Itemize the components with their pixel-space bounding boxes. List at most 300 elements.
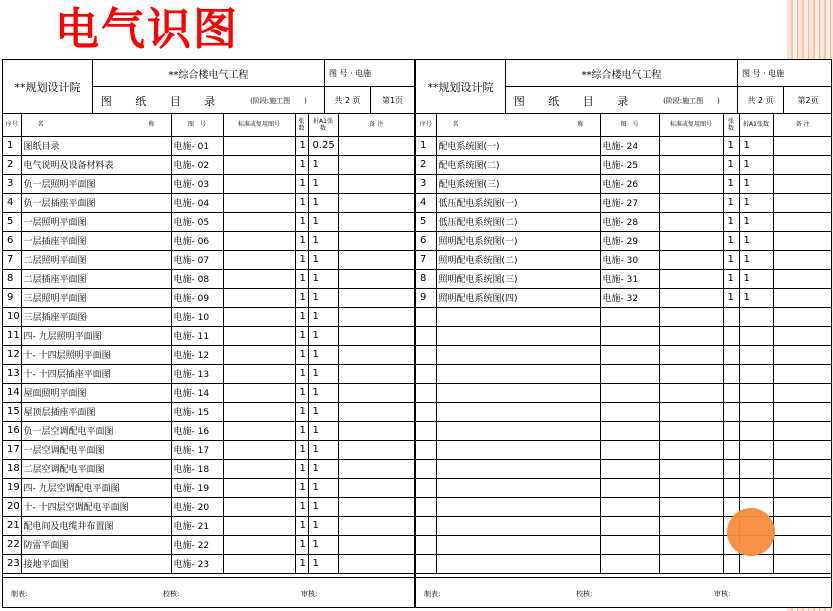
row-a1: 1: [739, 250, 773, 269]
row-a1: 1: [739, 155, 773, 174]
row-name: 一层照明平面图: [21, 212, 171, 231]
row-ref: [659, 269, 723, 288]
row-name: [436, 326, 600, 345]
row-count: [723, 478, 739, 497]
row-ref: [659, 212, 723, 231]
row-note: [338, 174, 414, 193]
row-a1: [739, 440, 773, 459]
table-row: [416, 155, 832, 174]
row-count: 1: [723, 193, 739, 212]
table-row: [3, 307, 414, 326]
row-code: 电施- 15: [171, 402, 223, 421]
row-name: [436, 459, 600, 478]
row-ref: [223, 440, 295, 459]
row-seq: 1: [416, 136, 436, 155]
row-code: [600, 326, 659, 345]
row-note: [338, 364, 414, 383]
row-seq: 23: [3, 554, 21, 573]
row-seq: [416, 421, 436, 440]
row-ref: [223, 174, 295, 193]
row-count: 1: [295, 421, 308, 440]
table-row: [3, 516, 414, 535]
row-name: 照明配电系统图(三): [436, 269, 600, 288]
row-note: [773, 383, 832, 402]
design-stage: (阶段:施工图 ): [233, 87, 325, 114]
row-count: [723, 307, 739, 326]
row-name: [436, 478, 600, 497]
row-name: [436, 497, 600, 516]
row-a1: [739, 459, 773, 478]
row-name: [436, 402, 600, 421]
row-name: [436, 364, 600, 383]
col-header-name: [21, 114, 171, 136]
row-note: [338, 478, 414, 497]
row-seq: 9: [416, 288, 436, 307]
row-ref: [223, 193, 295, 212]
row-code: 电施- 07: [171, 250, 223, 269]
table-row: [3, 440, 414, 459]
row-seq: 8: [3, 269, 21, 288]
row-name: [436, 383, 600, 402]
table-row: [416, 554, 832, 573]
row-code: 电施- 03: [171, 174, 223, 193]
row-seq: 13: [3, 364, 21, 383]
row-seq: 17: [3, 440, 21, 459]
row-ref: [659, 288, 723, 307]
table-row: [3, 345, 414, 364]
row-note: [773, 516, 832, 535]
row-code: 电施- 31: [600, 269, 659, 288]
row-code: [600, 383, 659, 402]
row-code: 电施- 19: [171, 478, 223, 497]
row-count: 1: [295, 364, 308, 383]
row-name: 配电系统图(三): [436, 174, 600, 193]
row-name: [436, 554, 600, 573]
row-code: 电施- 22: [171, 535, 223, 554]
row-ref: [223, 554, 295, 573]
row-seq: 22: [3, 535, 21, 554]
col-header-name: [436, 114, 600, 136]
row-code: 电施- 06: [171, 231, 223, 250]
row-count: 1: [295, 516, 308, 535]
signature-footer: [416, 577, 832, 607]
table-row: [416, 212, 832, 231]
row-code: 电施- 26: [600, 174, 659, 193]
row-a1: 1: [308, 383, 338, 402]
catalog-sheet-page-1: [3, 60, 414, 607]
row-note: [773, 421, 832, 440]
row-code: [600, 478, 659, 497]
row-a1: 1: [308, 364, 338, 383]
col-header-name-right: 称: [577, 121, 584, 129]
table-row: [416, 345, 832, 364]
row-name: 防雷平面图: [21, 535, 171, 554]
row-a1: [739, 421, 773, 440]
table-row: [416, 440, 832, 459]
row-ref: [223, 269, 295, 288]
row-seq: 2: [416, 155, 436, 174]
row-a1: 1: [739, 193, 773, 212]
row-seq: [416, 535, 436, 554]
row-a1: 1: [308, 326, 338, 345]
row-ref: [659, 440, 723, 459]
row-code: 电施- 11: [171, 326, 223, 345]
row-count: [723, 402, 739, 421]
row-note: [773, 250, 832, 269]
row-a1: 1: [308, 459, 338, 478]
table-row: [416, 174, 832, 193]
row-count: 1: [295, 193, 308, 212]
row-a1: 1: [308, 440, 338, 459]
row-count: 1: [295, 231, 308, 250]
design-institute: **规划设计院: [3, 60, 93, 114]
row-name: 负一层照明平面图: [21, 174, 171, 193]
row-note: [338, 421, 414, 440]
col-header-note: 备 注: [773, 114, 832, 136]
row-note: [338, 193, 414, 212]
row-count: [723, 326, 739, 345]
row-code: 电施- 01: [171, 136, 223, 155]
row-name: 三层照明平面图: [21, 288, 171, 307]
row-seq: [416, 459, 436, 478]
row-note: [338, 459, 414, 478]
row-seq: [416, 554, 436, 573]
table-row: [416, 269, 832, 288]
col-header-count: 张数: [295, 114, 308, 136]
row-ref: [659, 364, 723, 383]
row-count: 1: [295, 459, 308, 478]
row-ref: [223, 516, 295, 535]
row-note: [338, 288, 414, 307]
row-a1: 1: [308, 516, 338, 535]
row-note: [773, 174, 832, 193]
row-ref: [223, 288, 295, 307]
col-header-note: 备 注: [338, 114, 414, 136]
row-seq: [416, 478, 436, 497]
col-header-code: 图 号: [171, 114, 223, 136]
row-name: 照明配电系统图(一): [436, 231, 600, 250]
row-ref: [223, 155, 295, 174]
row-note: [773, 535, 832, 554]
row-name: 照明配电系统图(二): [436, 250, 600, 269]
row-name: [436, 307, 600, 326]
row-a1: 1: [308, 421, 338, 440]
row-name: 照明配电系统图(四): [436, 288, 600, 307]
row-code: 电施- 21: [171, 516, 223, 535]
design-stage: (阶段:施工图 ): [646, 87, 738, 114]
row-name: 十- 十四层照明平面图: [21, 345, 171, 364]
table-row: [416, 402, 832, 421]
row-code: 电施- 20: [171, 497, 223, 516]
row-a1: 1: [739, 136, 773, 155]
row-ref: [223, 326, 295, 345]
row-code: [600, 459, 659, 478]
row-note: [773, 155, 832, 174]
row-seq: 6: [3, 231, 21, 250]
project-name: **综合楼电气工程: [93, 60, 325, 87]
row-count: 1: [723, 250, 739, 269]
row-ref: [659, 136, 723, 155]
row-ref: [659, 383, 723, 402]
row-a1: 1: [739, 174, 773, 193]
row-code: [600, 554, 659, 573]
row-ref: [223, 421, 295, 440]
row-name: 配电系统图(二): [436, 155, 600, 174]
row-name: [436, 516, 600, 535]
row-seq: 6: [416, 231, 436, 250]
table-row: [3, 459, 414, 478]
row-ref: [223, 459, 295, 478]
row-note: [773, 345, 832, 364]
row-a1: 1: [308, 554, 338, 573]
row-code: 电施- 32: [600, 288, 659, 307]
row-ref: [659, 307, 723, 326]
table-row: [3, 250, 414, 269]
row-note: [773, 307, 832, 326]
table-row: [3, 269, 414, 288]
row-name: [436, 440, 600, 459]
row-a1: [739, 345, 773, 364]
row-a1: 1: [739, 212, 773, 231]
catalog-title: 图 纸 目 录: [513, 94, 639, 108]
row-name: 十- 十四层空调配电平面图: [21, 497, 171, 516]
row-a1: 0.25: [308, 136, 338, 155]
row-name: 二层空调配电平面图: [21, 459, 171, 478]
row-seq: 2: [3, 155, 21, 174]
col-header-name-right: 称: [148, 121, 155, 129]
row-ref: [223, 383, 295, 402]
col-header-a1: 折A1张数: [308, 114, 338, 136]
made-by-label: 制表:: [11, 590, 28, 598]
row-seq: 4: [416, 193, 436, 212]
table-row: [3, 554, 414, 573]
row-note: [773, 440, 832, 459]
row-ref: [223, 250, 295, 269]
row-ref: [659, 535, 723, 554]
reviewed-by-label: 审核:: [714, 590, 731, 598]
drawing-list-table: [3, 114, 414, 574]
row-note: [773, 459, 832, 478]
row-name: 屋面照明平面图: [21, 383, 171, 402]
row-code: 电施- 08: [171, 269, 223, 288]
row-note: [773, 136, 832, 155]
row-ref: [659, 402, 723, 421]
table-header-row: [416, 114, 832, 136]
row-seq: 14: [3, 383, 21, 402]
col-header-ref: 标准或复用图号: [223, 114, 295, 136]
row-ref: [659, 155, 723, 174]
table-header-row: [3, 114, 414, 136]
row-count: [723, 459, 739, 478]
row-code: 电施- 28: [600, 212, 659, 231]
row-seq: [416, 402, 436, 421]
row-count: [723, 383, 739, 402]
row-note: [338, 535, 414, 554]
row-count: 1: [295, 250, 308, 269]
row-count: 1: [295, 307, 308, 326]
row-a1: 1: [308, 288, 338, 307]
row-a1: [739, 478, 773, 497]
checked-by-label: 校核:: [163, 590, 180, 598]
title-block: [3, 60, 414, 114]
table-row: [3, 174, 414, 193]
row-count: [723, 421, 739, 440]
row-note: [773, 554, 832, 573]
row-code: [600, 307, 659, 326]
row-note: [773, 269, 832, 288]
row-a1: [739, 326, 773, 345]
row-a1: 1: [308, 535, 338, 554]
row-count: 1: [295, 383, 308, 402]
col-header-name-left: 名: [37, 121, 44, 129]
row-seq: 18: [3, 459, 21, 478]
row-count: 1: [295, 535, 308, 554]
row-ref: [659, 516, 723, 535]
row-ref: [659, 345, 723, 364]
title-block: [416, 60, 832, 114]
row-note: [773, 231, 832, 250]
table-row: [416, 231, 832, 250]
row-seq: 8: [416, 269, 436, 288]
table-row: [3, 364, 414, 383]
table-row: [416, 383, 832, 402]
row-name: 二层插座平面图: [21, 269, 171, 288]
table-row: [3, 497, 414, 516]
row-name: 配电间及电缆井布置图: [21, 516, 171, 535]
row-ref: [659, 459, 723, 478]
total-pages: 共 2 页: [738, 87, 784, 114]
row-note: [338, 345, 414, 364]
project-name: **综合楼电气工程: [506, 60, 738, 87]
row-seq: 9: [3, 288, 21, 307]
row-name: 负一层插座平面图: [21, 193, 171, 212]
col-header-seq: 序号: [416, 114, 436, 136]
row-note: [338, 250, 414, 269]
table-row: [416, 326, 832, 345]
row-a1: 1: [308, 231, 338, 250]
row-note: [773, 212, 832, 231]
drawing-list-table: [416, 114, 832, 574]
row-a1: [739, 307, 773, 326]
row-ref: [223, 402, 295, 421]
row-note: [338, 383, 414, 402]
row-ref: [659, 497, 723, 516]
row-ref: [223, 497, 295, 516]
row-note: [338, 326, 414, 345]
row-count: 1: [295, 288, 308, 307]
row-a1: 1: [308, 307, 338, 326]
row-name: 一层空调配电平面图: [21, 440, 171, 459]
row-code: [600, 402, 659, 421]
row-seq: 11: [3, 326, 21, 345]
col-header-seq: 序号: [3, 114, 21, 136]
row-count: 1: [295, 326, 308, 345]
row-code: 电施- 09: [171, 288, 223, 307]
row-count: [723, 554, 739, 573]
row-note: [338, 155, 414, 174]
row-note: [773, 326, 832, 345]
table-row: [3, 326, 414, 345]
row-seq: 16: [3, 421, 21, 440]
col-header-a1: 折A1张数: [739, 114, 773, 136]
cursor-highlight: [727, 508, 775, 556]
row-a1: 1: [308, 497, 338, 516]
row-a1: 1: [308, 155, 338, 174]
row-ref: [659, 421, 723, 440]
row-count: 1: [295, 402, 308, 421]
reviewed-by-label: 审核:: [301, 590, 318, 598]
row-ref: [659, 554, 723, 573]
row-count: [723, 345, 739, 364]
row-ref: [223, 212, 295, 231]
row-count: [723, 440, 739, 459]
made-by-label: 制表:: [424, 590, 441, 598]
row-name: 十- 十四层插座平面图: [21, 364, 171, 383]
row-code: 电施- 02: [171, 155, 223, 174]
row-seq: 21: [3, 516, 21, 535]
row-a1: 1: [308, 212, 338, 231]
table-row: [416, 288, 832, 307]
table-row: [3, 478, 414, 497]
row-seq: [416, 440, 436, 459]
row-seq: [416, 307, 436, 326]
row-seq: 3: [3, 174, 21, 193]
row-count: 1: [723, 231, 739, 250]
row-count: 1: [295, 269, 308, 288]
row-name: [436, 535, 600, 554]
row-name: 低压配电系统图(二): [436, 212, 600, 231]
table-row: [3, 421, 414, 440]
row-code: 电施- 27: [600, 193, 659, 212]
row-seq: [416, 364, 436, 383]
table-row: [3, 288, 414, 307]
row-seq: 10: [3, 307, 21, 326]
table-row: [3, 193, 414, 212]
row-note: [338, 440, 414, 459]
row-note: [773, 478, 832, 497]
row-a1: [739, 554, 773, 573]
page-number: 第1页: [381, 96, 404, 105]
row-name: 二层照明平面图: [21, 250, 171, 269]
row-note: [773, 193, 832, 212]
table-row: [416, 193, 832, 212]
row-name: [436, 421, 600, 440]
drawing-number: 图 号 · 电施: [325, 60, 414, 87]
table-row: [416, 478, 832, 497]
row-count: 1: [295, 440, 308, 459]
row-code: [600, 345, 659, 364]
table-row: [416, 136, 832, 155]
row-code: 电施- 13: [171, 364, 223, 383]
row-count: 1: [295, 212, 308, 231]
row-seq: [416, 326, 436, 345]
row-count: 1: [295, 554, 308, 573]
col-header-name-left: 名: [452, 121, 459, 129]
row-seq: 5: [416, 212, 436, 231]
table-row: [3, 231, 414, 250]
drawing-catalog-frame: [2, 59, 832, 608]
row-note: [773, 364, 832, 383]
page-heading: 电气识图: [55, 4, 239, 55]
row-count: 1: [723, 269, 739, 288]
row-count: 1: [723, 212, 739, 231]
row-seq: 3: [416, 174, 436, 193]
row-ref: [659, 326, 723, 345]
catalog-title: 图 纸 目 录: [100, 94, 226, 108]
row-seq: [416, 497, 436, 516]
row-note: [338, 136, 414, 155]
row-a1: 1: [739, 231, 773, 250]
